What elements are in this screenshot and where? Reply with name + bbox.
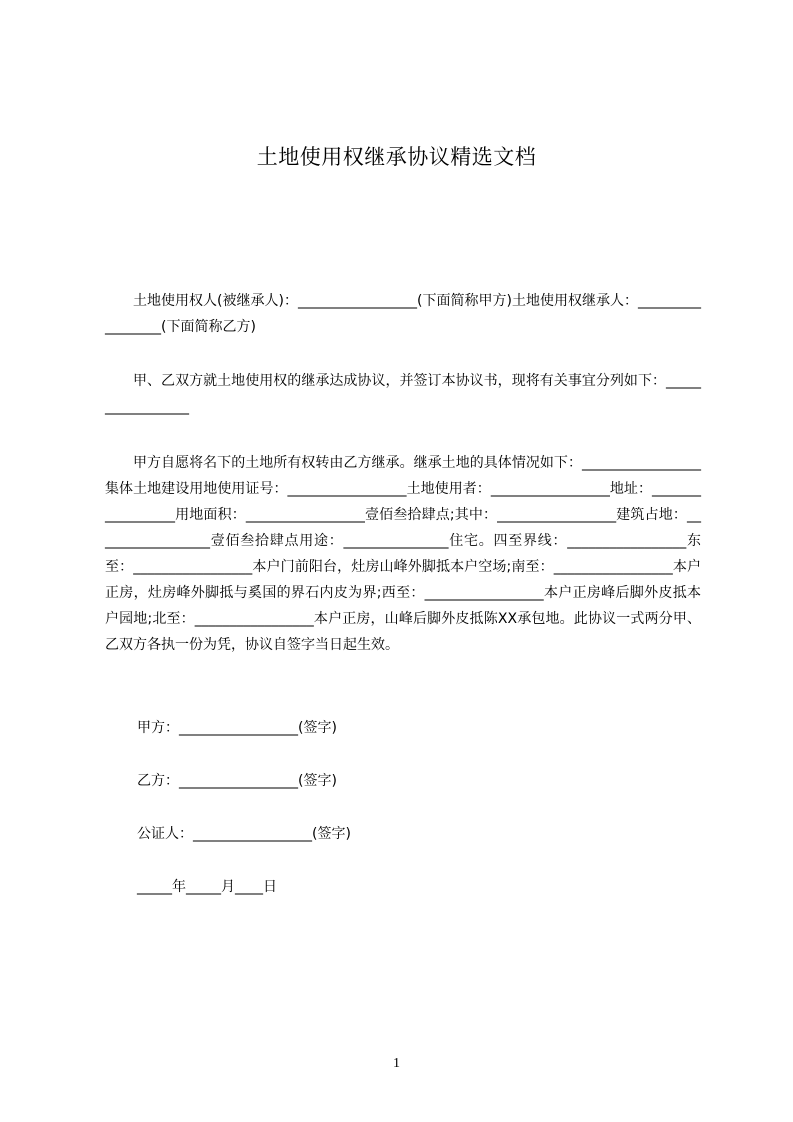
paragraph-agreement: 甲、乙双方就土地使用权的继承达成协议，并签订本协议书，现将有关事宜分列如下：_________________ (105, 373, 701, 415)
signature-date: _____年_____月____日 (137, 879, 277, 895)
paragraph-land-details: 甲方自愿将名下的土地所有权转由乙方继承。继承土地的具体情况如下：_________________集体土地建设用地使用证号：_________________土地使用者：_________________地址：_________________用地面积：_________________壹佰叁拾肆点;其中：_________________建筑占地：_________________壹佰叁拾肆点用途：_______________住宅。四至界线：_________________东至：_________________本户门前阳台，灶房山峰外脚抵本户空场;南至：_________________本户正房，灶房峰外脚抵与奚国的界石内皮为界;西至：_________________本户正房峰后脚外皮抵本户园地;北至：_________________本户正房，山峰后脚外皮抵陈XX承包地。此协议一式两分甲、乙双方各执一份为凭，协议自签字当日起生效。 (105, 455, 701, 653)
document-title: 土地使用权继承协议精选文档 (256, 145, 537, 169)
signature-party-b: 乙方：_________________(签字) (137, 773, 337, 789)
page-number: 1 (393, 1056, 400, 1071)
paragraph-parties: 土地使用权人(被继承人)：_________________(下面简称甲方)土地使用权继承人：_________________(下面简称乙方) (105, 293, 701, 335)
signature-notary: 公证人：_________________(签字) (137, 826, 351, 842)
signature-party-a: 甲方：_________________(签字) (137, 720, 337, 736)
